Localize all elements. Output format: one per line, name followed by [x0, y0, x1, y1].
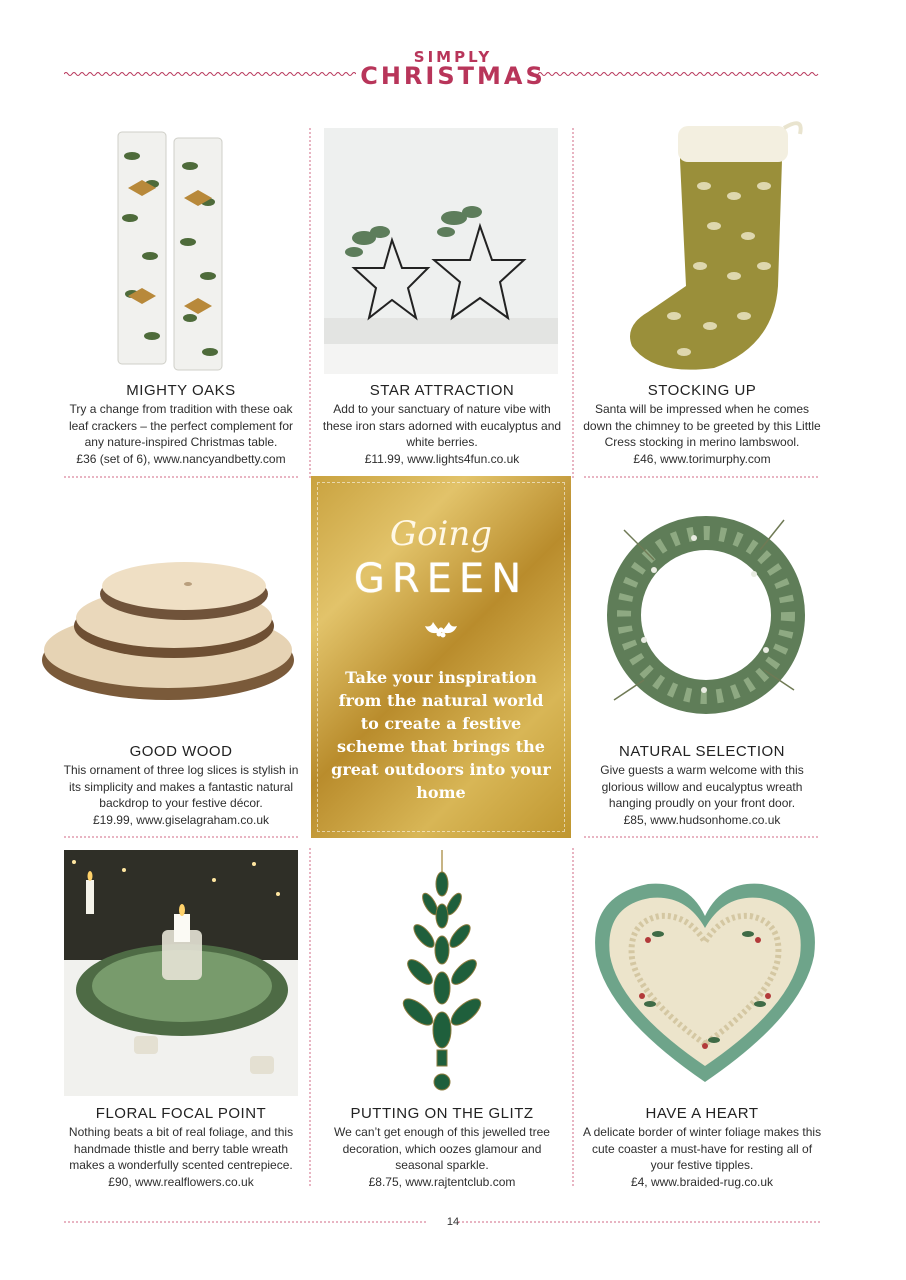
product-price: £11.99, www.lights4fun.co.uk — [364, 451, 520, 466]
iron-stars-image — [324, 128, 558, 374]
product-price: £46, www.torimurphy.com — [633, 451, 771, 466]
row-divider — [584, 834, 820, 840]
product-description: Santa will be impressed when he comes down the chimney to be greeted by this Little Cress stocking in merino lambswool. — [583, 402, 821, 449]
product-card-floral-focal-point — [60, 1105, 302, 1190]
feature-script-title: Going — [389, 514, 493, 554]
product-card-mighty-oaks — [60, 382, 302, 467]
eucalyptus-wreath-image — [584, 490, 828, 736]
product-title: MIGHTY OAKS — [126, 382, 236, 399]
jewelled-tree-image — [392, 850, 492, 1098]
product-description: This ornament of three log slices is stylish in its simplicity and makes a fantastic natural backdrop to your festive décor. — [63, 763, 299, 810]
feature-title: GREEN — [353, 556, 529, 602]
product-title: PUTTING ON THE GLITZ — [350, 1105, 534, 1122]
product-card-stocking-up — [582, 382, 822, 467]
table-wreath-image — [64, 850, 298, 1096]
product-price: £4, www.braided-rug.co.uk — [630, 1174, 774, 1189]
oak-crackers-image — [110, 126, 240, 374]
product-card-natural-selection — [582, 743, 822, 828]
product-title: STAR ATTRACTION — [369, 382, 515, 399]
header-right-wave-divider — [530, 71, 820, 77]
feature-blurb: Take your inspiration from the natural world to create a festive scheme that brings the great outdoors into your home — [331, 668, 551, 802]
row-divider — [64, 474, 300, 480]
product-title: HAVE A HEART — [645, 1105, 759, 1122]
product-card-star-attraction — [322, 382, 562, 467]
holly-icon — [421, 610, 461, 646]
row-divider — [64, 834, 300, 840]
product-description: A delicate border of winter foliage makes this cute coaster a must-have for resting all of your festive tipples. — [582, 1125, 822, 1172]
column-divider — [571, 848, 575, 1188]
product-description: Try a change from tradition with these oak leaf crackers – the perfect complement for any nature-inspired Christmas table. — [68, 402, 294, 449]
brand-simply: SIMPLY — [413, 48, 493, 66]
column-divider — [571, 128, 575, 478]
column-divider — [308, 128, 312, 478]
brand-christmas: CHRISTMAS — [360, 62, 546, 90]
product-title: FLORAL FOCAL POINT — [95, 1105, 267, 1122]
product-description: Add to your sanctuary of nature vibe with these iron stars adorned with eucalyptus and white berries. — [322, 402, 562, 449]
product-description: We can’t get enough of this jewelled tree decoration, which oozes glamour and seasonal sparkle. — [334, 1125, 550, 1172]
footer-right-divider — [458, 1219, 820, 1225]
product-price: £90, www.realflowers.co.uk — [108, 1174, 254, 1189]
masthead — [0, 44, 906, 94]
product-card-good-wood — [60, 743, 302, 828]
heart-coaster-image — [588, 876, 822, 1086]
stocking-image — [624, 116, 806, 374]
product-card-putting-on-the-glitz — [322, 1105, 562, 1190]
page-number: 14 — [446, 1216, 460, 1228]
column-divider — [308, 848, 312, 1188]
going-green-feature-panel — [311, 476, 571, 838]
product-title: GOOD WOOD — [129, 743, 233, 760]
log-slices-image — [40, 548, 296, 704]
product-price: £85, www.hudsonhome.co.uk — [623, 812, 781, 827]
product-price: £8.75, www.rajtentclub.com — [368, 1174, 516, 1189]
row-divider — [584, 474, 820, 480]
product-title: STOCKING UP — [647, 382, 757, 399]
product-title: NATURAL SELECTION — [618, 743, 786, 760]
product-price: £19.99, www.giselagraham.co.uk — [92, 812, 270, 827]
product-price: £36 (set of 6), www.nancyandbetty.com — [76, 451, 286, 466]
product-card-have-a-heart — [582, 1105, 822, 1190]
product-description: Give guests a warm welcome with this glorious willow and eucalyptus wreath hanging proudly on your front door. — [600, 763, 804, 810]
product-description: Nothing beats a bit of real foliage, and this handmade thistle and berry table wreath makes a wonderfully scented centrepiece. — [68, 1125, 294, 1172]
